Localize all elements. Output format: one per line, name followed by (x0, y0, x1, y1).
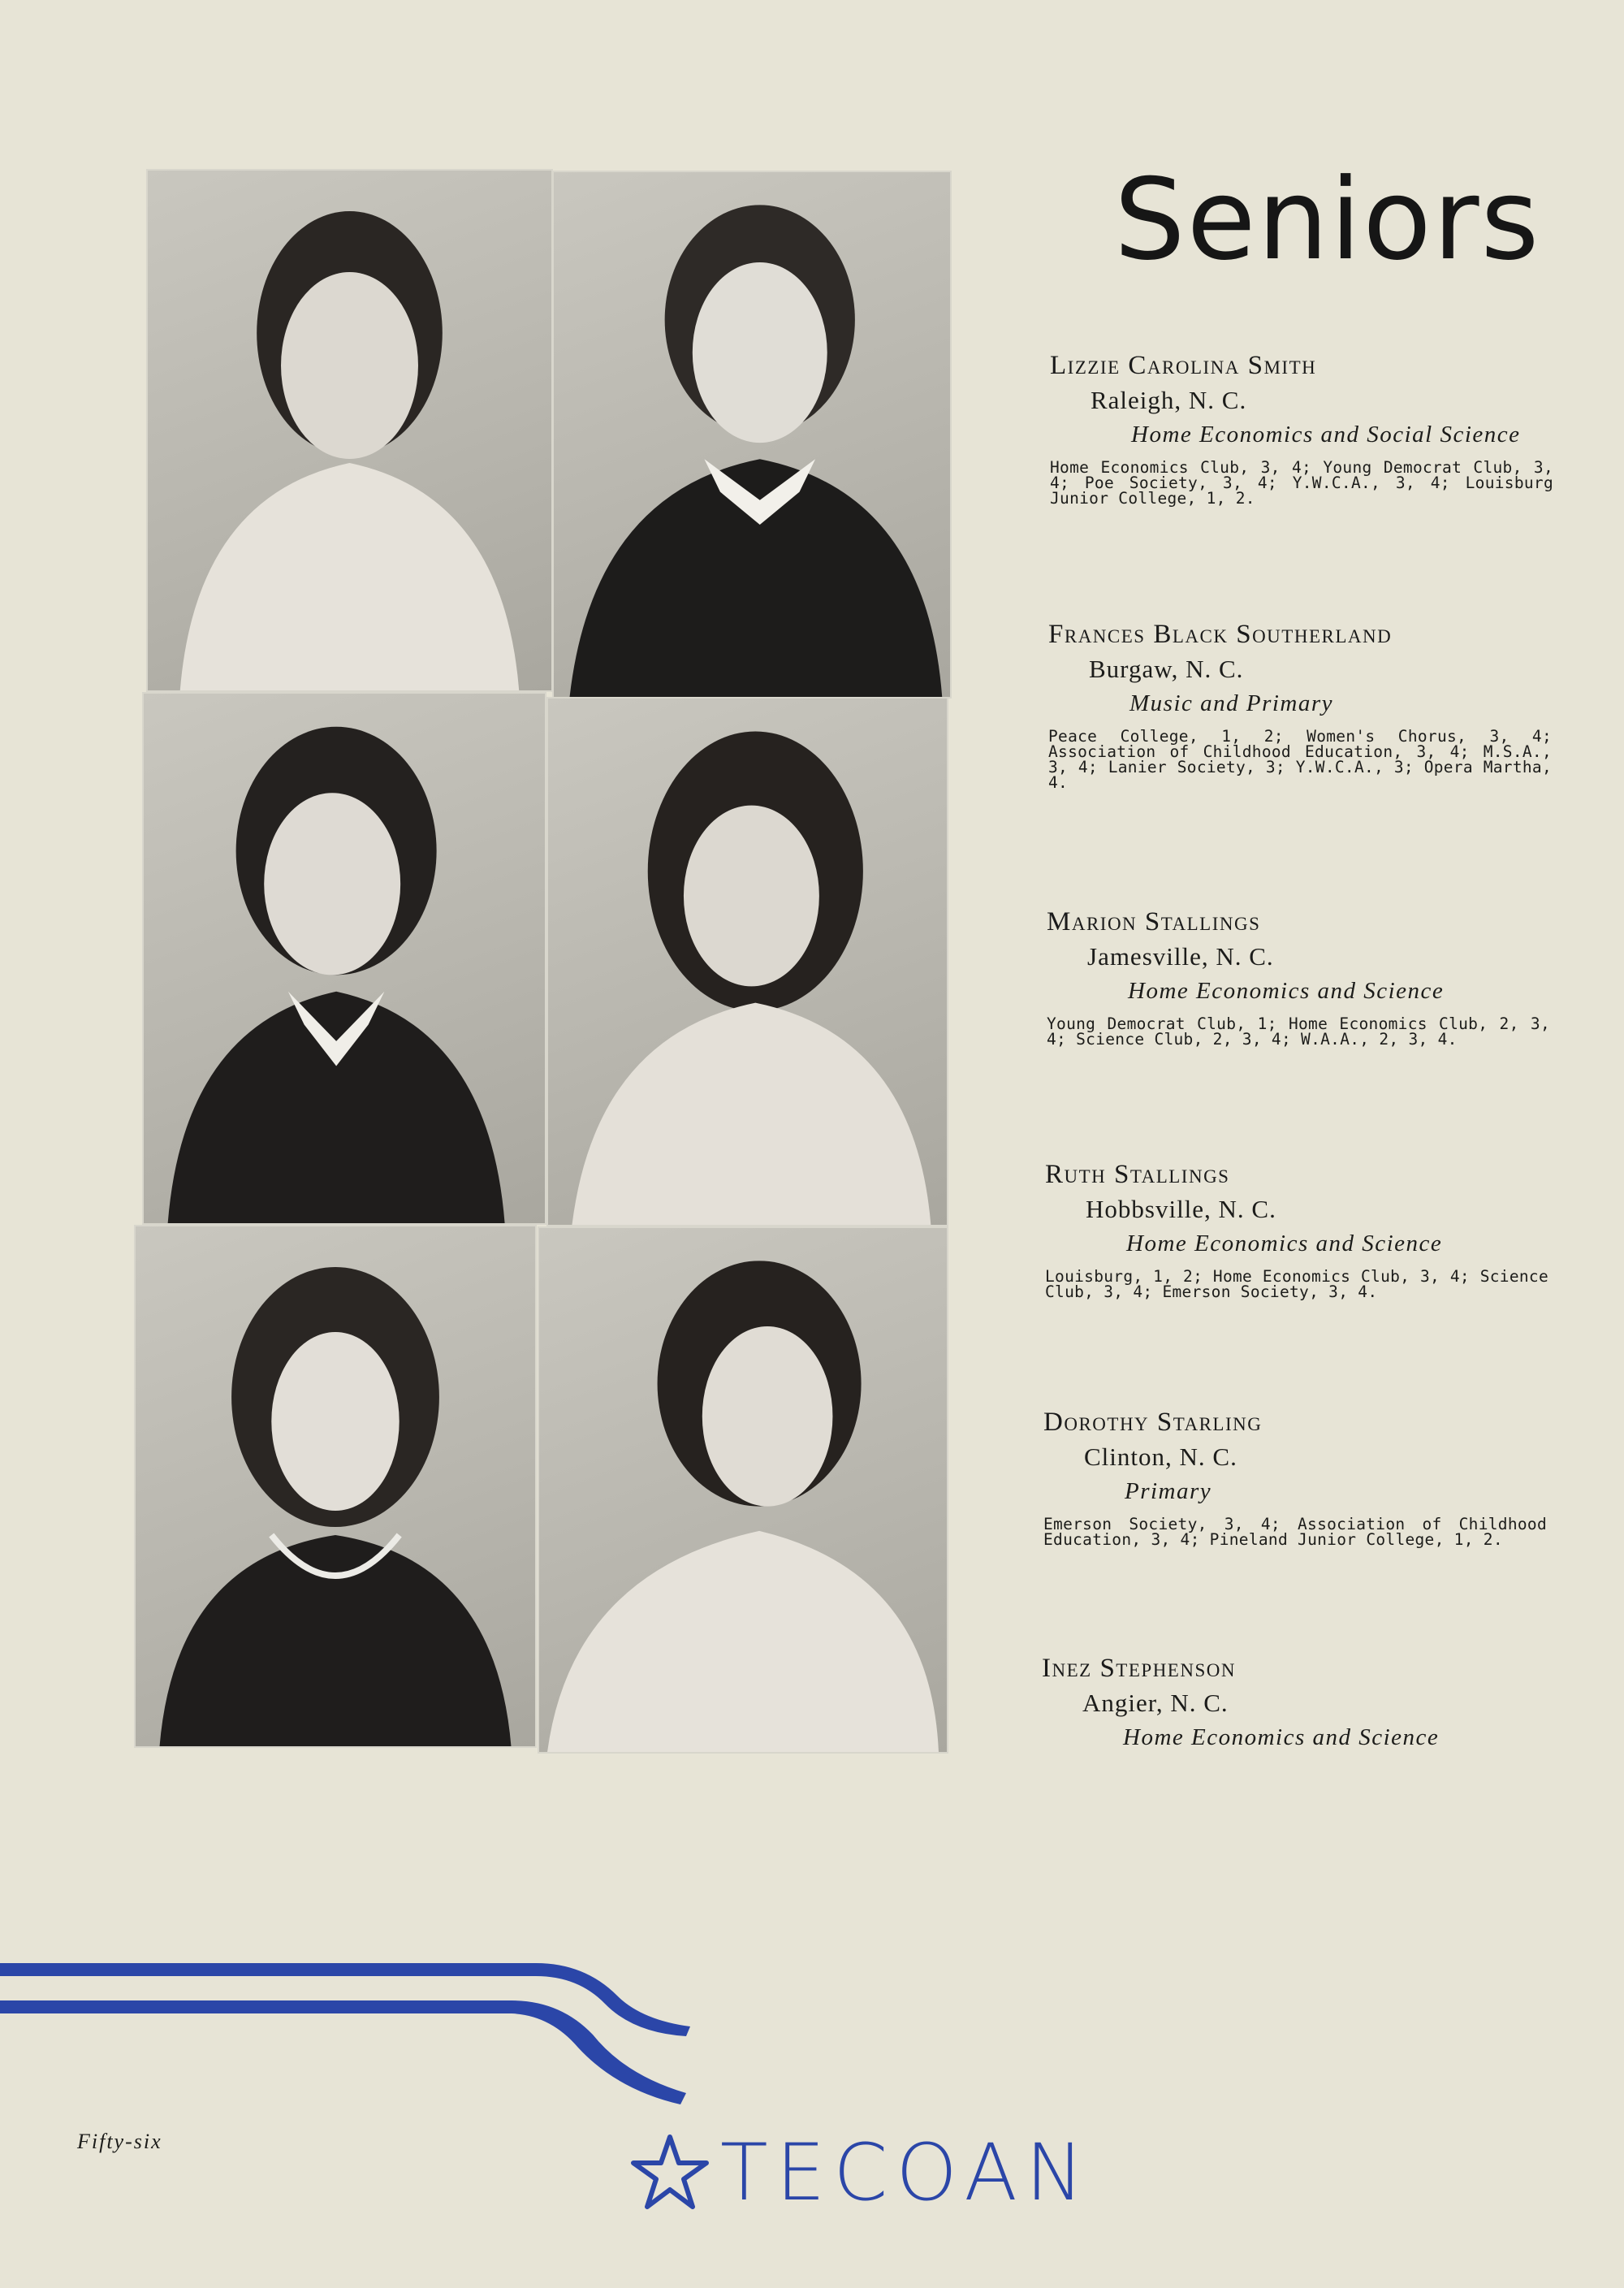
student-major: Home Economics and Science (1126, 1231, 1443, 1256)
page-number: Fifty-six (77, 2130, 162, 2153)
portrait-image (548, 699, 947, 1225)
student-entry (1047, 907, 1550, 1047)
portrait-image (554, 172, 950, 697)
student-major: Home Economics and Social Science (1131, 422, 1521, 448)
star-icon (629, 2132, 710, 2213)
student-activities: Louisburg, 1, 2; Home Economics Club, 3, 4; Science Club, 3, 4; Emerson Society, 3, 4. (1045, 1267, 1548, 1301)
portrait-photo-frances-southerland (552, 171, 952, 699)
portrait-photo-lizzie-smith (146, 169, 553, 692)
student-name: Frances Black Southerland (1048, 620, 1393, 649)
student-entry (1043, 1408, 1547, 1547)
student-name: Lizzie Carolina Smith (1050, 351, 1317, 380)
portrait-photo-dorothy-starling (134, 1225, 537, 1748)
portrait-photo-inez-stephenson (538, 1226, 948, 1754)
student-hometown: Clinton, N. C. (1084, 1442, 1237, 1471)
student-hometown: Jamesville, N. C. (1087, 942, 1274, 971)
student-hometown: Burgaw, N. C. (1089, 655, 1244, 683)
student-major: Primary (1125, 1478, 1212, 1504)
student-major: Music and Primary (1129, 690, 1334, 716)
student-major: Home Economics and Science (1123, 1724, 1440, 1750)
student-name: Dorothy Starling (1043, 1408, 1263, 1437)
tecoan-logo (629, 2127, 1092, 2218)
student-name: Marion Stallings (1047, 907, 1261, 936)
page-title: Seniors (1114, 154, 1541, 285)
student-entry (1050, 351, 1553, 506)
student-entry (1048, 620, 1552, 790)
student-activities: Peace College, 1, 2; Women's Chorus, 3, 4; Association of Childhood Education, 3, 4; M.S.A., 3, 4; Lanier Society, 3; Y.W.C.A., 3; Opera Martha, 4. (1048, 727, 1552, 792)
portrait-image (136, 1226, 535, 1746)
portrait-image (144, 694, 545, 1223)
portrait-image (148, 171, 551, 690)
portrait-photo-ruth-stallings (546, 697, 948, 1226)
student-hometown: Hobbsville, N. C. (1086, 1195, 1276, 1223)
student-hometown: Angier, N. C. (1082, 1689, 1229, 1717)
logo-wordmark: TECOAN (720, 2127, 1092, 2218)
student-hometown: Raleigh, N. C. (1091, 386, 1247, 414)
student-name: Inez Stephenson (1042, 1654, 1236, 1683)
student-name: Ruth Stallings (1045, 1160, 1230, 1189)
swoosh-decoration (0, 1945, 706, 2124)
student-activities: Young Democrat Club, 1; Home Economics Club, 2, 3, 4; Science Club, 2, 3, 4; W.A.A., 2, 3, 4. (1047, 1014, 1550, 1049)
student-major: Home Economics and Science (1128, 978, 1445, 1004)
portrait-image (539, 1228, 947, 1752)
portrait-photo-marion-stallings (142, 692, 546, 1225)
student-activities: Emerson Society, 3, 4; Association of Childhood Education, 3, 4; Pineland Junior College, 1, 2. (1043, 1515, 1547, 1549)
student-activities: Home Economics Club, 3, 4; Young Democrat Club, 3, 4; Poe Society, 3, 4; Y.W.C.A., 3, 4; Louisburg Junior College, 1, 2. (1050, 458, 1553, 508)
student-entry (1045, 1160, 1548, 1300)
student-entry (1042, 1654, 1545, 1751)
